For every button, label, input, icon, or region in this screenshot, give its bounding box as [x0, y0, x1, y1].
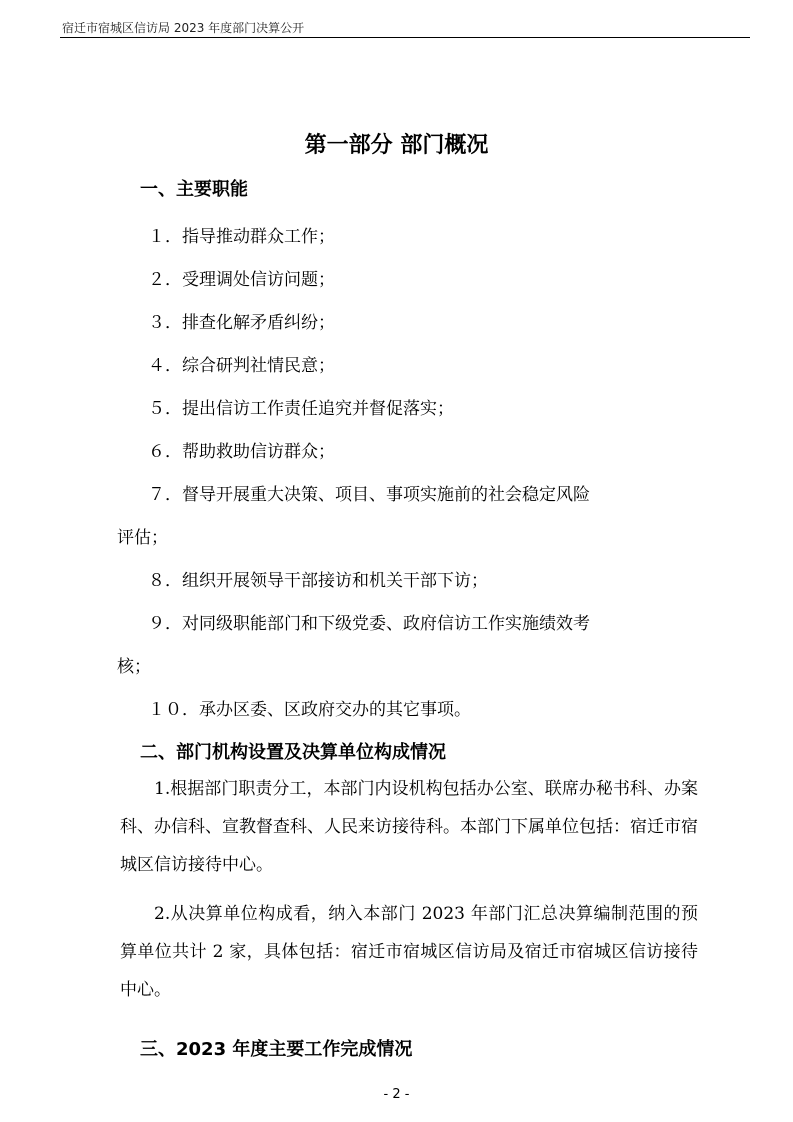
function-item-1: １．指导推动群众工作； [148, 227, 335, 247]
section-heading-work: 三、2023 年度主要工作完成情况 [140, 1039, 413, 1060]
function-item-9-cont: 核； [117, 657, 151, 677]
function-item-8: ８．组织开展领导干部接访和机关干部下访； [148, 571, 488, 591]
function-item-6: ６．帮助救助信访群众； [148, 442, 335, 462]
section-heading-structure: 二、部门机构设置及决算单位构成情况 [140, 742, 446, 763]
function-item-10: １０．承办区委、区政府交办的其它事项。 [148, 700, 471, 720]
header-rule [60, 37, 750, 38]
section-heading-functions: 一、主要职能 [140, 179, 248, 200]
structure-paragraph-1: 1.根据部门职责分工，本部门内设机构包括办公室、联席办秘书科、办案科、办信科、宣教督查科、人民来访接待科。本部门下属单位包括：宿迁市宿城区信访接待中心。 [120, 779, 698, 875]
function-item-7-cont: 评估； [117, 528, 168, 548]
page-number: - 2 - [383, 1087, 410, 1102]
page-title: 第一部分 部门概况 [304, 133, 489, 158]
structure-paragraph-2: 2.从决算单位构成看，纳入本部门 2023 年部门汇总决算编制范围的预算单位共计 2 家，具体包括：宿迁市宿城区信访局及宿迁市宿城区信访接待中心。 [120, 904, 698, 1000]
function-item-9: ９．对同级职能部门和下级党委、政府信访工作实施绩效考 [148, 614, 590, 634]
function-item-4: ４．综合研判社情民意； [148, 356, 335, 376]
function-item-2: ２．受理调处信访问题； [148, 270, 335, 290]
function-item-5: ５．提出信访工作责任追究并督促落实； [148, 399, 454, 419]
function-item-3: ３．排查化解矛盾纠纷； [148, 313, 335, 333]
running-header: 宿迁市宿城区信访局 2023 年度部门决算公开 [62, 21, 305, 35]
function-item-7: ７．督导开展重大决策、项目、事项实施前的社会稳定风险 [148, 485, 590, 505]
